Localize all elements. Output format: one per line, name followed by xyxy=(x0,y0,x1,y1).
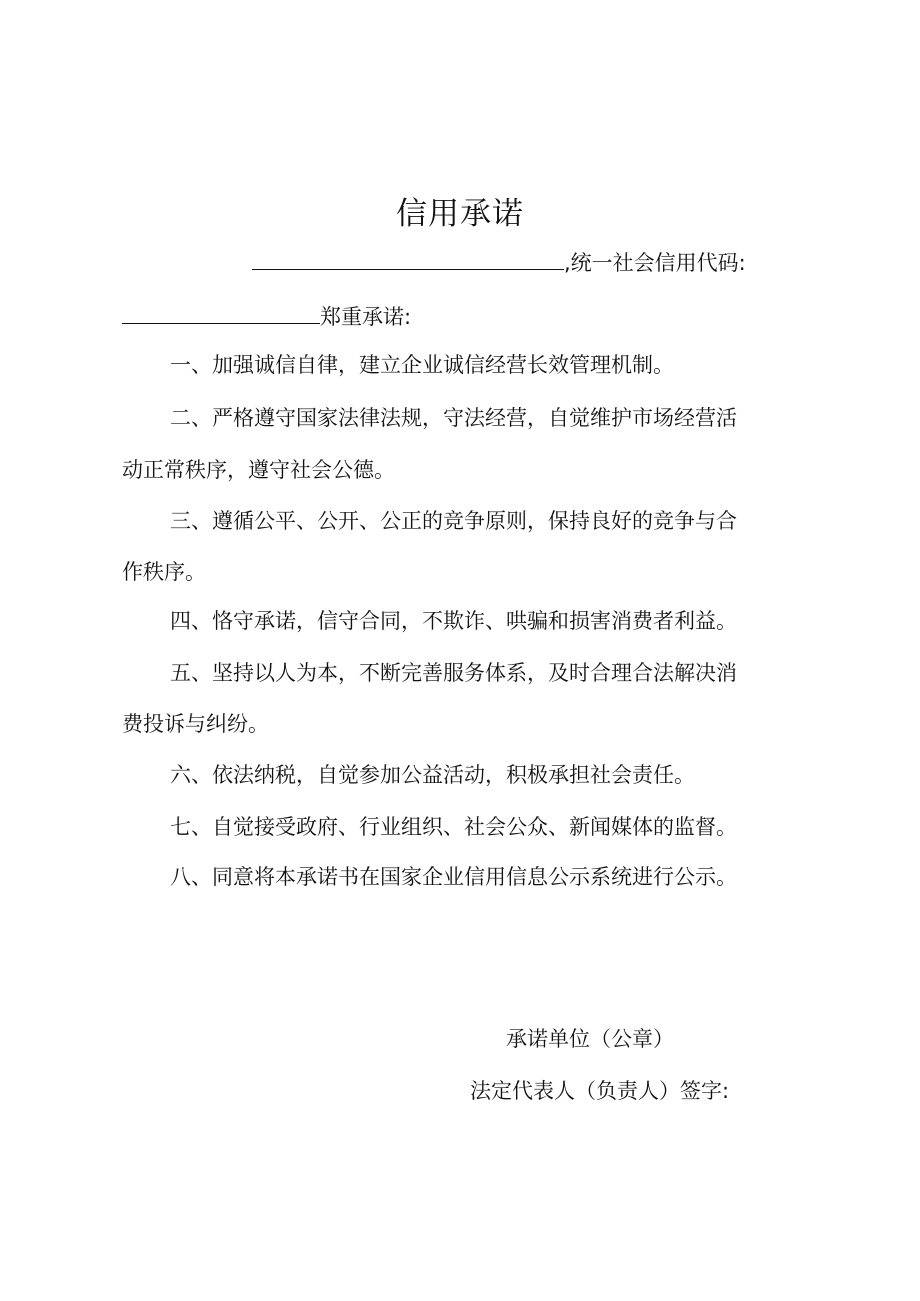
header-line-1 xyxy=(252,248,746,278)
pledge-label: 郑重承诺: xyxy=(320,305,412,329)
item-3-cont: 作秩序。 xyxy=(122,560,206,584)
item-1: 一、加强诚信自律，建立企业诚信经营长效管理机制。 xyxy=(170,353,674,377)
item-5-cont: 费投诉与纠纷。 xyxy=(122,712,269,736)
item-7: 七、自觉接受政府、行业组织、社会公众、新闻媒体的监督。 xyxy=(170,815,737,839)
credit-code-blank[interactable] xyxy=(122,303,320,324)
company-name-blank[interactable] xyxy=(252,249,564,270)
item-5: 五、坚持以人为本，不断完善服务体系，及时合理合法解决消 xyxy=(170,661,737,685)
item-3: 三、遵循公平、公开、公正的竞争原则，保持良好的竞争与合 xyxy=(170,509,737,533)
item-6: 六、依法纳税，自觉参加公益活动，积极承担社会责任。 xyxy=(170,763,695,787)
signature-unit: 承诺单位（公章） xyxy=(506,1027,674,1051)
item-4: 四、恪守承诺，信守合同，不欺诈、哄骗和损害消费者利益。 xyxy=(170,609,737,633)
signature-representative: 法定代表人（负责人）签字: xyxy=(470,1079,730,1103)
document-title: 信用承诺 xyxy=(396,196,524,232)
item-2-cont: 动正常秩序，遵守社会公德。 xyxy=(122,458,395,482)
credit-code-label: ,统一社会信用代码: xyxy=(564,251,746,275)
item-8: 八、同意将本承诺书在国家企业信用信息公示系统进行公示。 xyxy=(170,865,737,889)
header-line-2 xyxy=(122,302,411,332)
item-2: 二、严格遵守国家法律法规，守法经营，自觉维护市场经营活 xyxy=(170,406,737,430)
